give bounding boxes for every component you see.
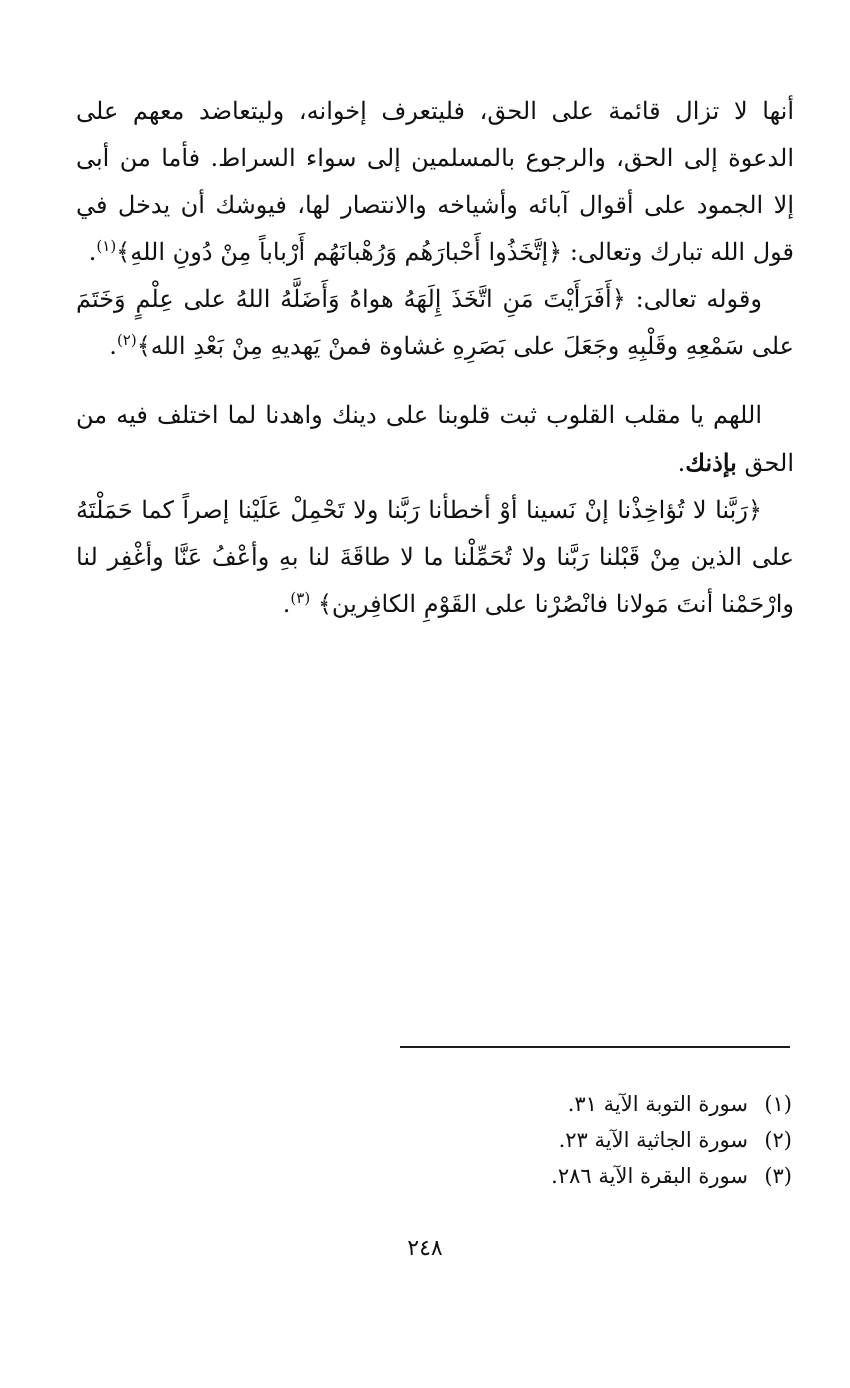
- paragraph-3: اللهم يا مقلب القلوب ثبت قلوبنا على دينك واهدنا لما اختلف فيه من الحق بإذنك.: [76, 401, 794, 477]
- footnote-ref-2: (٢): [116, 331, 137, 349]
- footnote-2: (٢)سورة الجاثية الآية ٢٣.: [558, 1128, 792, 1152]
- main-text: [76, 88, 794, 628]
- footnote-ref-3: (٣): [290, 589, 311, 607]
- paragraph-2: وقوله تعالى: ﴿أَفَرَأَيْتَ مَنِ اتَّخَذَ إِلَهَهُ هواهُ وَأَضَلَّهُ اللهُ على عِلْمٍ وَخَتَمَ على سَمْعِهِ وقَلْبِهِ وجَعَلَ على بَصَرِهِ غشاوة فمنْ يَهديهِ مِنْ بَعْدِ الله﴾$^{(٢)}$.: [76, 285, 794, 360]
- paragraph-4: ﴿رَبَّنا لا تُؤاخِذْنا إنْ نَسينا أوْ أخطأنا رَبَّنا ولا تَحْمِلْ عَلَيْنا إصراً كما حَمَلْتَهُ على الذين مِنْ قَبْلنا رَبَّنا ولا تُحَمِّلْنا ما لا طاقَةَ لنا بهِ وأعْفُ عَنَّا وأغْفِر لنا وارْحَمْنا أنتَ مَولانا فانْصُرْنا على القَوْمِ الكافِرين﴾ $^{(٣)}$.: [76, 496, 794, 618]
- footnote-1: (١)سورة التوبة الآية ٣١.: [567, 1092, 792, 1116]
- footnote-3: (٣)سورة البقرة الآية ٢٨٦.: [551, 1164, 792, 1188]
- footnote-ref-1: (١): [96, 237, 117, 255]
- bold-word: بإذنك: [685, 448, 737, 477]
- footnote-divider: [400, 1046, 790, 1048]
- page-number: ٢٤٨: [407, 1236, 443, 1261]
- footnotes: [392, 1086, 792, 1194]
- paragraph-1: أنها لا تزال قائمة على الحق، فليتعرف إخوانه، وليتعاضد معهم على الدعوة إلى الحق، والرجوع بالمسلمين إلى سواء السراط. فأما من أبى إلا الجمود على أقوال آبائه وأشياخه والانتصار لها، فيوشك أن يدخل في قول الله تبارك وتعالى: ﴿إتَّخَذُوا أَحْبارَهُم وَرُهْبانَهُم أَرْباباً مِنْ دُونِ اللهِ﴾$^{(١)}$.: [76, 97, 794, 266]
